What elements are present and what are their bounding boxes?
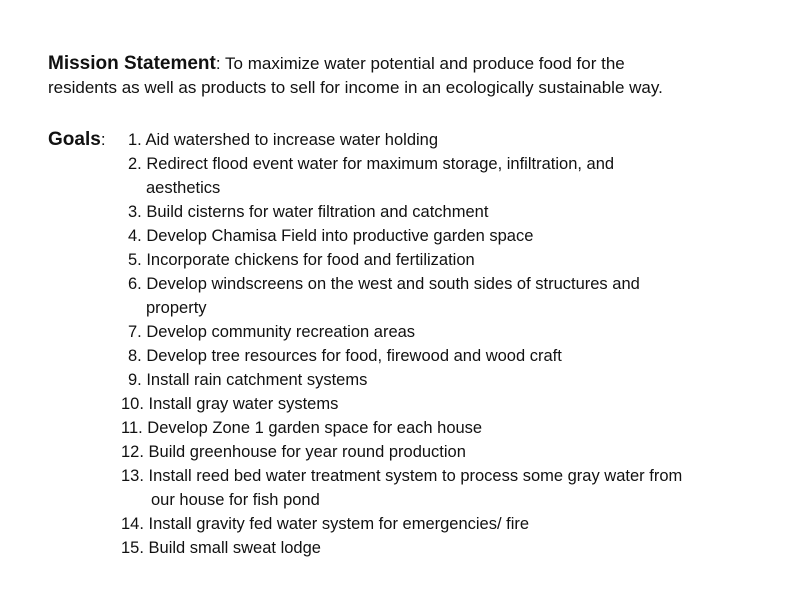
goal-text-continuation: property — [146, 299, 207, 317]
goal-text: Develop community recreation areas — [141, 323, 416, 341]
goals-label: Goals — [48, 129, 101, 150]
goal-text-continuation: our house for fish pond — [151, 491, 320, 509]
goal-text: Build greenhouse for year round production — [143, 443, 466, 461]
goal-number: 1. — [128, 131, 142, 149]
goal-text: Develop Zone 1 garden space for each house — [142, 419, 483, 437]
goal-item — [121, 513, 529, 535]
goal-item — [128, 273, 640, 295]
goal-text: Aid watershed to increase water holding — [141, 131, 439, 149]
goal-item — [128, 153, 614, 175]
mission-colon: : — [215, 54, 221, 73]
goal-number: 12. — [121, 443, 144, 461]
goal-number: 8. — [128, 347, 142, 365]
goal-text: Develop Chamisa Field into productive garden space — [141, 227, 534, 245]
goal-text: Install gray water systems — [143, 395, 339, 413]
goal-number: 5. — [128, 251, 142, 269]
goal-number: 3. — [128, 203, 142, 221]
goal-number: 15. — [121, 539, 144, 557]
goal-item — [128, 321, 415, 343]
goal-text: Develop windscreens on the west and south sides of structures and — [141, 275, 640, 293]
goal-item — [128, 129, 438, 151]
goal-text: Install gravity fed water system for emergencies/ fire — [143, 515, 530, 533]
goal-item — [121, 537, 321, 559]
goal-item — [121, 417, 482, 439]
goal-text: Install rain catchment systems — [141, 371, 368, 389]
goal-number: 11. — [121, 419, 143, 437]
goal-number: 13. — [121, 467, 144, 485]
goal-item — [128, 225, 533, 247]
goal-number: 14. — [121, 515, 144, 533]
goal-item — [128, 345, 562, 367]
goal-number: 6. — [128, 275, 142, 293]
goal-text-continuation: aesthetics — [146, 179, 221, 197]
goal-number: 9. — [128, 371, 142, 389]
mission-text-line-1: To maximize water potential and produce food for the — [225, 54, 625, 73]
goal-item — [121, 393, 338, 415]
goal-text: Build cisterns for water filtration and catchment — [141, 203, 489, 221]
goal-number: 2. — [128, 155, 142, 173]
goal-item — [128, 369, 367, 391]
goal-item — [121, 441, 466, 463]
goal-text: Install reed bed water treatment system to process some gray water from — [143, 467, 683, 485]
goal-item — [121, 465, 682, 487]
mission-line-2: residents as well as products to sell for income in an ecologically sustainable way. — [48, 78, 663, 97]
goal-number: 4. — [128, 227, 142, 245]
goal-item — [128, 249, 475, 271]
mission-label: Mission Statement — [48, 53, 216, 74]
goal-number: 7. — [128, 323, 142, 341]
goal-item — [128, 201, 488, 223]
goal-number: 10. — [121, 395, 144, 413]
goals-colon: : — [100, 130, 106, 149]
goal-text: Build small sweat lodge — [143, 539, 321, 557]
goal-text: Redirect flood event water for maximum storage, infiltration, and — [141, 155, 615, 173]
goal-text: Incorporate chickens for food and fertilization — [141, 251, 475, 269]
goal-text: Develop tree resources for food, firewood and wood craft — [141, 347, 562, 365]
